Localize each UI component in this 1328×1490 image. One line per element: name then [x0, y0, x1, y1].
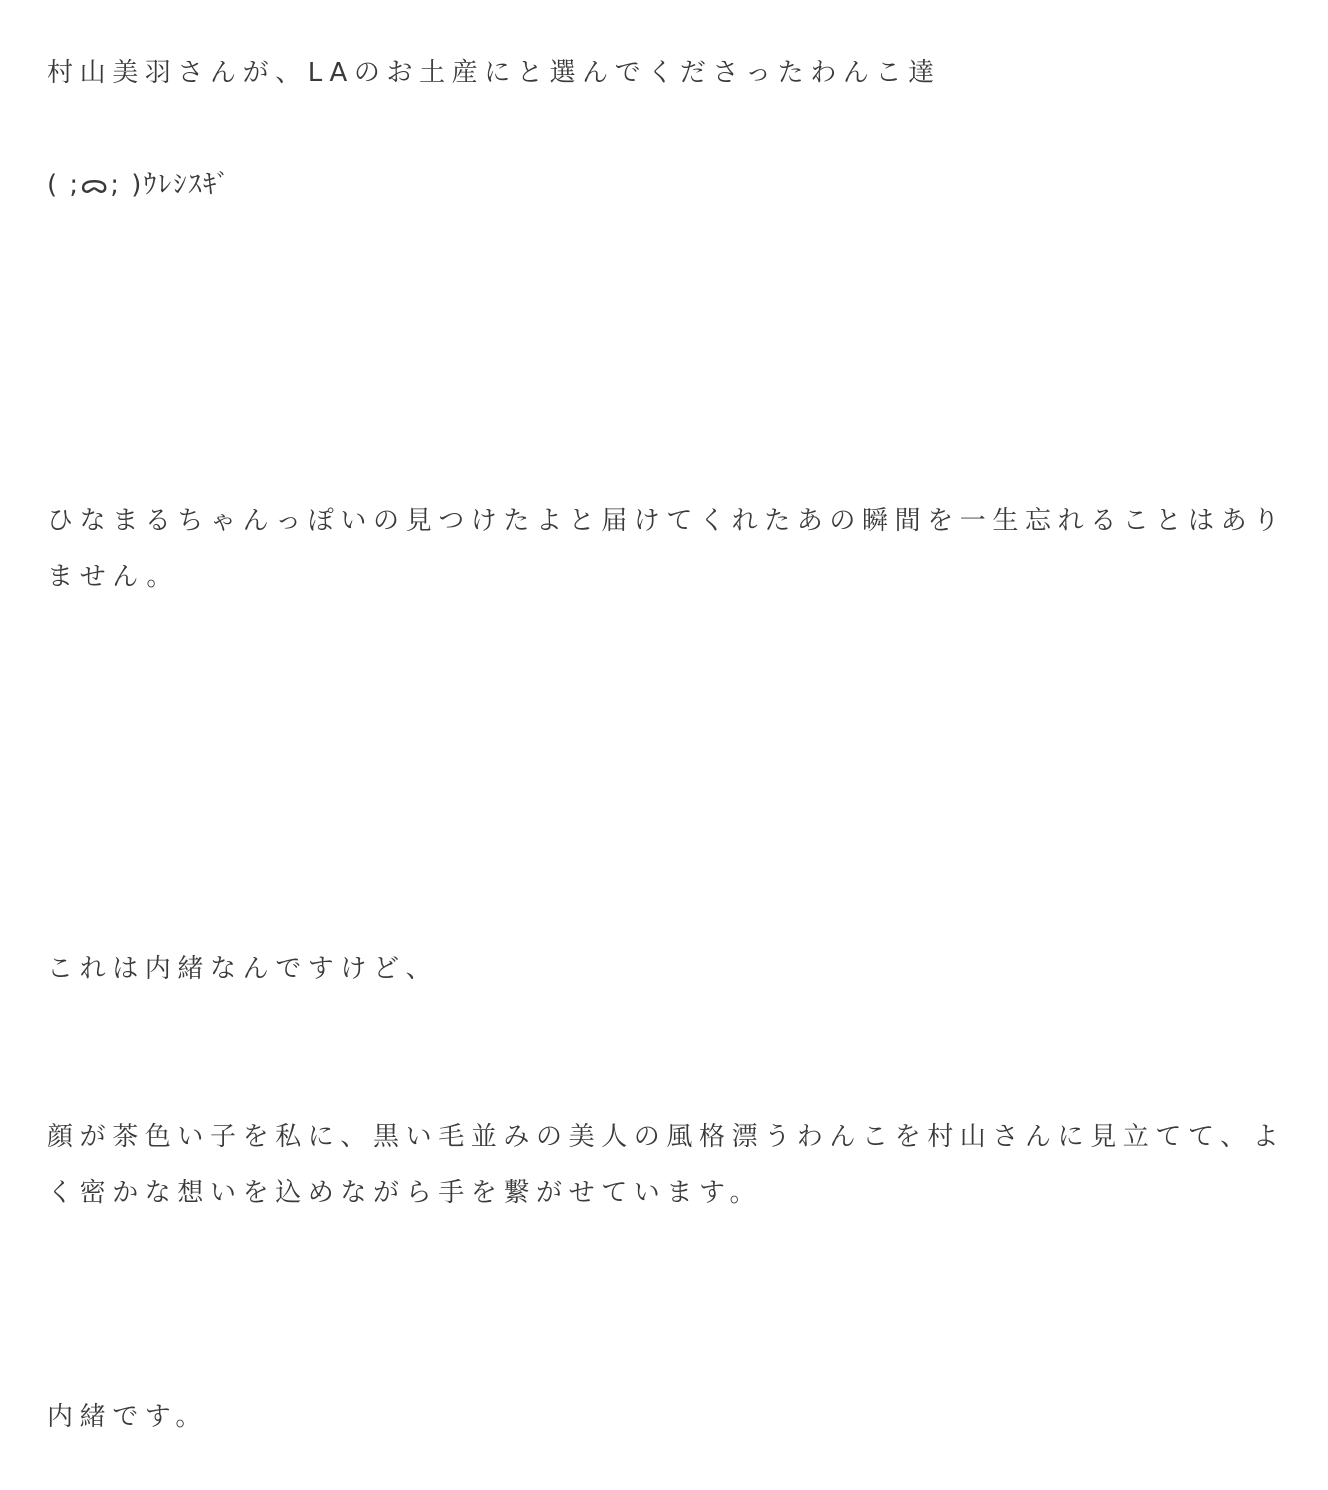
paragraph-secret-detail: 顔が茶色い子を私に、黒い毛並みの美人の風格漂うわんこを村山さんに見立てて、よく密かな想いを込めながら手を繋がせています。	[47, 1122, 1286, 1208]
paragraph-secret-end: 内緒です。	[47, 1402, 208, 1432]
paragraph-souvenir: 村山美羽さんが、LAのお土産にと選んでくださったわんこ達	[47, 58, 941, 88]
paragraph-secret-intro: これは内緒なんですけど、	[47, 954, 439, 984]
paragraph-memory: ひなまるちゃんっぽいの見つけたよと届けてくれたあの瞬間を一生忘れることはありません。	[47, 506, 1286, 592]
paragraph-emoticon: ( ;ᯅ; )ｳﾚｼｽｷﾞ	[47, 170, 232, 200]
